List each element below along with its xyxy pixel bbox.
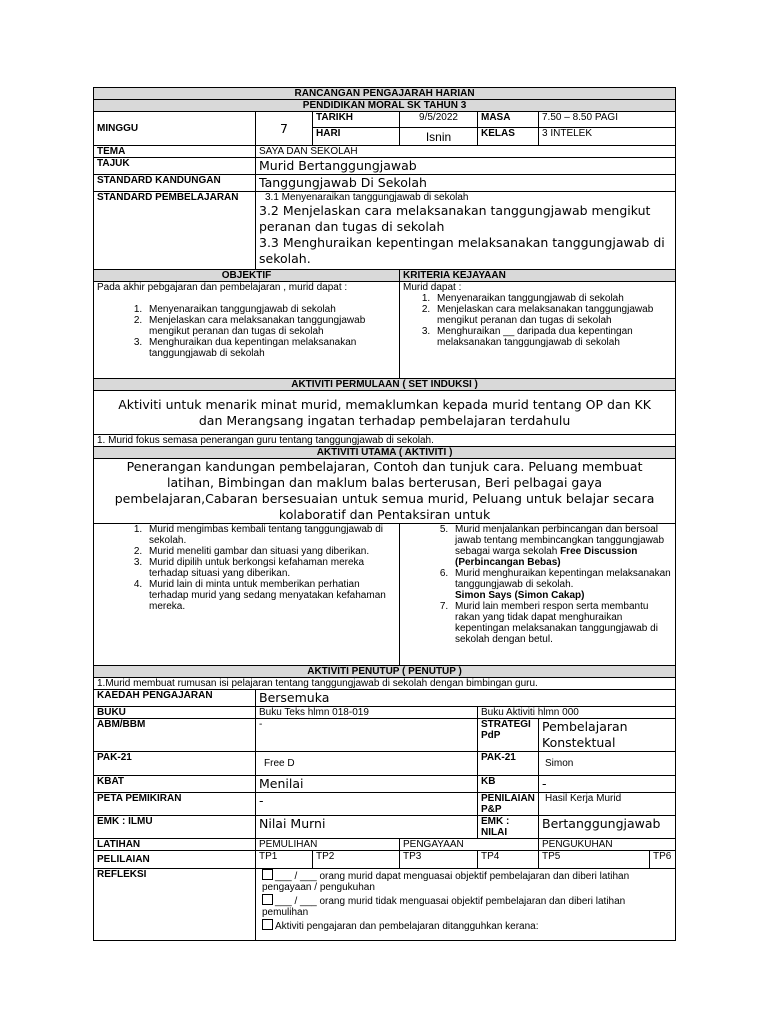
kriteria-item: 2. Menjelaskan cara melaksanakan tanggungjawab mengikut peranan dan tugas di sekolah bbox=[433, 304, 672, 326]
kriteria-intro: Murid dapat : bbox=[403, 282, 462, 293]
tajuk-label: TAJUK bbox=[94, 158, 256, 175]
kbat-label: KBAT bbox=[94, 776, 256, 793]
utama-item-6-text: Murid menghuraikan kepentingan melaksanakan tanggungjawab di sekolah. bbox=[455, 568, 671, 590]
pemulihan-label: PEMULIHAN bbox=[256, 839, 400, 851]
pak21-right-label: PAK-21 bbox=[478, 752, 539, 776]
emk-nilai-label: EMK : NILAI bbox=[478, 816, 539, 839]
kelas-value: 3 INTELEK bbox=[539, 128, 676, 146]
sp-item-2: 3.2 Menjelaskan cara melaksanakan tanggungjawab mengikut peranan dan tugas di sekolah bbox=[259, 203, 651, 234]
standard-pembelajaran-label: STANDARD PEMBELAJARAN bbox=[94, 192, 256, 270]
hari-label: HARI bbox=[313, 128, 400, 146]
abm-value: - bbox=[256, 719, 478, 752]
utama-item bbox=[451, 524, 672, 568]
refleksi-line bbox=[262, 919, 672, 932]
kriteria-list bbox=[403, 293, 672, 348]
buku-label: BUKU bbox=[94, 707, 256, 719]
minggu-label: MINGGU bbox=[94, 112, 256, 146]
document-subtitle: PENDIDIKAN MORAL SK TAHUN 3 bbox=[94, 100, 676, 112]
tarikh-value: 9/5/2022 bbox=[400, 112, 478, 128]
kriteria-content bbox=[400, 282, 676, 379]
lesson-plan-document bbox=[93, 87, 675, 930]
refleksi-line bbox=[262, 894, 672, 918]
document-title: RANCANGAN PENGAJARAH HARIAN bbox=[94, 88, 676, 100]
simon-says-label: Simon Says (Simon Cakap) bbox=[455, 590, 585, 601]
tema-label: TEMA bbox=[94, 146, 256, 158]
kelas-label: KELAS bbox=[478, 128, 539, 146]
pak21-label: PAK-21 bbox=[94, 752, 256, 776]
kb-value: - bbox=[539, 776, 676, 793]
utama-item-5-text: Murid menjalankan perbincangan dan bersoal jawab tentang membincangkan tanggungjawab sebagai warga sekolah bbox=[455, 524, 665, 557]
checkbox-icon[interactable] bbox=[262, 919, 273, 930]
peta-pemikiran-label: PETA PEMIKIRAN bbox=[94, 793, 256, 816]
utama-item: 1. Murid mengimbas kembali tentang tanggungjawab di sekolah. bbox=[145, 524, 396, 546]
refleksi-line-3: Aktiviti pengajaran dan pembelajaran ditangguhkan kerana: bbox=[275, 921, 539, 932]
standard-pembelajaran-value bbox=[256, 192, 676, 270]
penilaian-value: Hasil Kerja Murid bbox=[539, 793, 676, 816]
checkbox-icon[interactable] bbox=[262, 894, 273, 905]
pengayaan-label: PENGAYAAN bbox=[400, 839, 539, 851]
utama-text: Penerangan kandungan pembelajaran, Contoh dan tunjuk cara. Peluang membuat latihan, Bimbingan dan maklum balas berterusan, Beri pelbagai gaya pembelajaran,Cabaran bersesuaian untuk semua murid, Peluang untuk belajar secara kolaboratif dan Pentaksiran untuk bbox=[94, 459, 676, 524]
utama-header: AKTIVITI UTAMA ( AKTIVITI ) bbox=[94, 447, 676, 459]
pak21-left-value: Free D bbox=[256, 752, 478, 776]
refleksi-line-1: ___ / ___ orang murid dapat menguasai objektif pembelajaran dan diberi latihan pengayaan / pengukuhan bbox=[262, 871, 630, 893]
utama-item: 2. Murid meneliti gambar dan situasi yang diberikan. bbox=[145, 546, 396, 557]
permulaan-text: Aktiviti untuk menarik minat murid, memaklumkan kepada murid tentang OP dan KK dan Merangsang ingatan terhadap pembelajaran terdahulu bbox=[94, 391, 676, 435]
refleksi-content bbox=[256, 869, 676, 941]
objektif-item: 3. Menghuraikan dua kepentingan melaksanakan tanggungjawab di sekolah bbox=[145, 337, 396, 359]
masa-value: 7.50 – 8.50 PAGI bbox=[539, 112, 676, 128]
emk-ilmu-label: EMK : ILMU bbox=[94, 816, 256, 839]
kbat-value: Menilai bbox=[256, 776, 478, 793]
penutup-text: 1.Murid membuat rumusan isi pelajaran tentang tanggungjawab di sekolah dengan bimbingan guru. bbox=[94, 678, 676, 690]
permulaan-note: 1. Murid fokus semasa penerangan guru tentang tanggungjawab di sekolah. bbox=[94, 435, 676, 447]
utama-item: 7. Murid lain memberi respon serta membantu rakan yang tidak dapat menghuraikan kepentingan melaksanakan tanggungjawab di sekolah dengan betul. bbox=[451, 601, 672, 645]
refleksi-line-2: ___ / ___ orang murid tidak menguasai objektif pembelajaran dan diberi latihan pemulihan bbox=[262, 896, 626, 918]
standard-kandungan-label: STANDARD KANDUNGAN bbox=[94, 175, 256, 192]
pelilaian-label: PELILAIAN bbox=[94, 851, 256, 869]
buku-aktiviti: Buku Aktiviti hlmn 000 bbox=[478, 707, 676, 719]
kriteria-header: KRITERIA KEJAYAAN bbox=[400, 270, 676, 282]
utama-left-list bbox=[97, 524, 396, 612]
kaedah-label: KAEDAH PENGAJARAN bbox=[94, 690, 256, 707]
pengukuhan-label: PENGUKUHAN bbox=[539, 839, 676, 851]
tp3-cell: TP3 bbox=[400, 851, 478, 869]
checkbox-icon[interactable] bbox=[262, 869, 273, 880]
penilaian-label: PENILAIAN P&P bbox=[478, 793, 539, 816]
standard-kandungan-value: Tanggungjawab Di Sekolah bbox=[256, 175, 676, 192]
refleksi-label: REFLEKSI bbox=[94, 869, 256, 941]
tema-value: SAYA DAN SEKOLAH bbox=[256, 146, 676, 158]
objektif-list bbox=[97, 304, 396, 359]
tp5-cell: TP5 bbox=[539, 851, 650, 869]
latihan-label: LATIHAN bbox=[94, 839, 256, 851]
emk-nilai-value: Bertanggungjawab bbox=[539, 816, 676, 839]
kaedah-value: Bersemuka bbox=[256, 690, 676, 707]
lesson-plan-table bbox=[93, 87, 676, 941]
tp4-cell: TP4 bbox=[478, 851, 539, 869]
free-discussion-label: Free Discussion (Perbincangan Bebas) bbox=[455, 546, 638, 568]
utama-right-content bbox=[400, 524, 676, 666]
objektif-item: 1. Menyenaraikan tanggungjawab di sekolah bbox=[145, 304, 396, 315]
kriteria-item: 1. Menyenaraikan tanggungjawab di sekolah bbox=[433, 293, 672, 304]
sp-item-1: 3.1 Menyenaraikan tanggungjawab di sekolah bbox=[265, 192, 469, 203]
utama-left-content bbox=[94, 524, 400, 666]
pak21-right-value: Simon bbox=[539, 752, 676, 776]
tp6-cell: TP6 bbox=[650, 851, 676, 869]
buku-teks: Buku Teks hlmn 018-019 bbox=[256, 707, 478, 719]
penutup-header: AKTIVITI PENUTUP ( PENUTUP ) bbox=[94, 666, 676, 678]
strategi-label: STRATEGI PdP bbox=[478, 719, 539, 752]
sp-item-3: 3.3 Menghuraikan kepentingan melaksanakan tanggungjawab di sekolah. bbox=[259, 235, 665, 266]
tajuk-value: Murid Bertanggungjawab bbox=[256, 158, 676, 175]
utama-right-list bbox=[403, 524, 672, 645]
kriteria-item: 3. Menghuraikan __ daripada dua kepentingan melaksanakan tanggungjawab di sekolah bbox=[433, 326, 672, 348]
objektif-header: OBJEKTIF bbox=[94, 270, 400, 282]
tp1-cell: TP1 bbox=[256, 851, 313, 869]
objektif-intro: Pada akhir pebgajaran dan pembelajaran , murid dapat : bbox=[97, 282, 348, 293]
strategi-value: Pembelajaran Konstektual bbox=[539, 719, 676, 752]
kb-label: KB bbox=[478, 776, 539, 793]
refleksi-line bbox=[262, 869, 672, 893]
minggu-value: 7 bbox=[256, 112, 313, 146]
objektif-content bbox=[94, 282, 400, 379]
masa-label: MASA bbox=[478, 112, 539, 128]
utama-item bbox=[451, 568, 672, 601]
objektif-item: 2. Menjelaskan cara melaksanakan tanggungjawab mengikut peranan dan tugas di sekolah bbox=[145, 315, 396, 337]
tarikh-label: TARIKH bbox=[313, 112, 400, 128]
hari-value: Isnin bbox=[400, 128, 478, 146]
tp2-cell: TP2 bbox=[313, 851, 400, 869]
emk-ilmu-value: Nilai Murni bbox=[256, 816, 478, 839]
utama-item: 4. Murid lain di minta untuk memberikan perhatian terhadap murid yang sedang menyatakan kefahaman mereka. bbox=[145, 579, 396, 612]
permulaan-header: AKTIVITI PERMULAAN ( SET INDUKSI ) bbox=[94, 379, 676, 391]
peta-pemikiran-value: - bbox=[256, 793, 478, 816]
abm-label: ABM/BBM bbox=[94, 719, 256, 752]
utama-item: 3. Murid dipilih untuk berkongsi kefahaman mereka terhadap situasi yang diberikan. bbox=[145, 557, 396, 579]
